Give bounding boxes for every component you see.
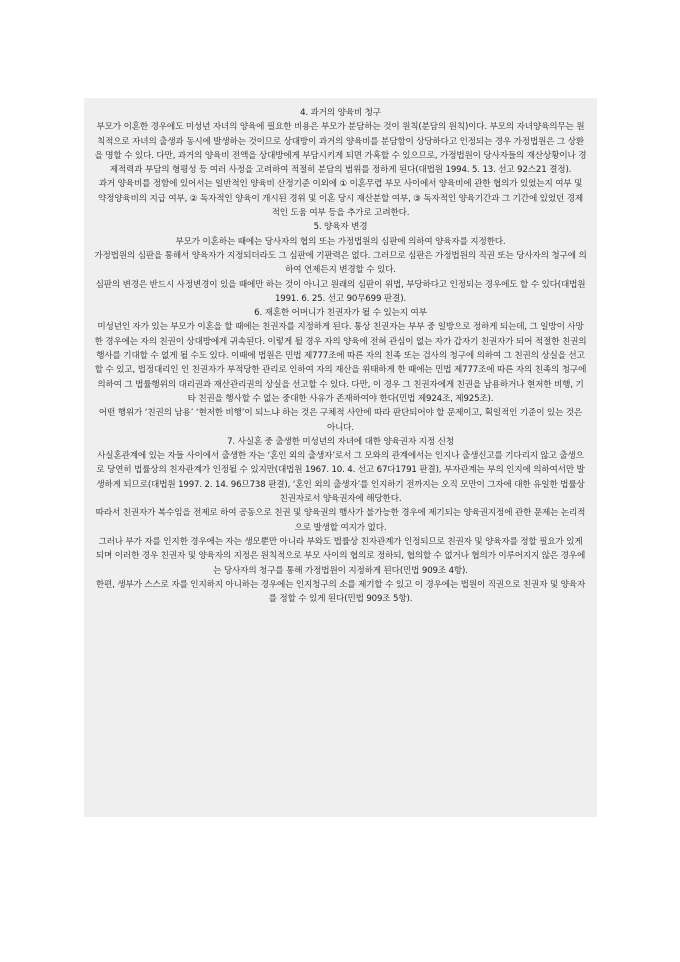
paragraph-acknowledgment-lawsuit: 한편, 생부가 스스로 자를 인지하지 아니하는 경우에는 인지청구의 소를 제기할 수 있고 이 경우에는 법원이 직권으로 친권자 및 양육자를 정할 수 있게 된다(민법 909조 5항). <box>95 579 586 605</box>
paragraph-past-child-support-criteria: 과거 양육비를 정함에 있어서는 일반적인 양육비 산정기준 이외에 ① 이혼무렵 부모 사이에서 양육비에 관한 협의가 있었는지 여부 및 약정양육비의 지급 여부, ② 독자적인 양육이 개시된 경위 및 이혼 당시 재산분할 여부, ③ 독자적인 양육기간과 그 기간에 있었던 경제적인 도움 여부 등을 추가로 고려한다. <box>97 179 584 219</box>
section-heading-6: 6. 재혼한 어머니가 친권자가 될 수 있는지 여부 <box>254 308 427 319</box>
paragraph-no-designation-issue: 따라서 친권자가 복수임을 전제로 하여 공동으로 친권 및 양육권의 행사가 불가능한 경우에 제기되는 양육권지정에 관한 문제는 논리적으로 발생할 여지가 없다. <box>95 508 586 533</box>
paragraph-remarried-mother-custody: 미성년인 자가 있는 부모가 이혼을 할 때에는 친권자를 지정하게 된다. 통상 친권자는 부부 중 일방으로 정하게 되는데, 그 일방이 사망한 경우에는 자의 친권이 상대방에게 귀속된다. 이렇게 될 경우 자의 양육에 전혀 관심이 없는 자가 갑자기 친권자가 되어 적절한 친권의 행사를 기대할 수 없게 될 수도 있다. 이때에 법원은 민법 제777조에 따른 자의 친족 또는 검사의 청구에 의하여 그 친권의 상실을 선고할 수 있고, 법정대리인 인 친권자가 부적당한 관리로 인하여 자의 재산을 위태하게 한 때에는 민법 제777조에 따른 자의 친족의 청구에 의하여 그 법률행위의 대리권과 재산관리권의 상실을 선고할 수 있다. 다만, 이 경우 그 친권자에게 친권을 남용하거나 현저한 비행, 기타 친권을 행사할 수 없는 중대한 사유가 존재하여야 한다(민법 제924조, 제925조). <box>94 322 587 404</box>
section-heading-4: 4. 과거의 양육비 청구 <box>300 108 381 118</box>
paragraph-custodian-designation: 부모가 이혼하는 때에는 당사자의 협의 또는 가정법원의 심판에 의하여 양육자를 지정한다. <box>175 236 506 247</box>
paragraph-custodian-change: 가정법원의 심판을 통해서 양육자가 지정되더라도 그 심판에 기판력은 없다. 그러므로 심판은 가정법원의 직권 또는 당사자의 청구에 의하여 언제든지 변경할 수 있다. <box>94 250 587 276</box>
paragraph-father-acknowledgment: 그러나 부가 자를 인지한 경우에는 자는 생모뿐만 아니라 부와도 법률상 친자관계가 인정되므로 친권자 및 양육자를 정할 필요가 있게 되며 이러한 경우 친권자 및 양육자의 지정은 원칙적으로 부모 사이의 협의로 정하되, 협의할 수 없거나 협의가 이루어지지 않은 경우에는 당사자의 청구를 통해 가정법원이 지정하게 된다(민법 909조 4항). <box>95 536 586 576</box>
paragraph-past-child-support: 부모가 이혼한 경우에도 미성년 자녀의 양육에 필요한 비용은 부모가 분담하는 것이 원칙(분담의 원칙)이다. 부모의 자녀양육의무는 원칙적으로 자녀의 출생과 동시에 발생하는 것이므로 상대방이 과거의 양육비를 분담함이 상당하다고 인정되는 경우 가정법원은 그 상환을 명할 수 있다. 다만, 과거의 양육비 전액을 상대방에게 부담시키게 되면 가혹할 수 있으므로, 가정법원이 당사자들의 재산상황이나 경제적력과 부담의 형평성 등 여러 사정을 고려하여 적절히 분담의 범위를 정하게 된다(대법원 1994. 5. 13. 선고 92스21 결정). <box>94 122 587 176</box>
paragraph-abuse-of-custody: 어떤 행위가 ‘친권의 남용’ ‘현저한 비행’이 되느냐 하는 것은 구체적 사안에 따라 판단되어야 할 문제이고, 획일적인 기준이 있는 것은 아니다. <box>98 408 583 433</box>
document-panel <box>84 98 597 817</box>
section-heading-5: 5. 양육자 변경 <box>313 222 368 233</box>
paragraph-de-facto-marriage-child: 사실혼관계에 있는 자들 사이에서 출생한 자는 ‘혼인 외의 출생자’로서 그 모와의 관계에서는 인지나 출생신고를 기다리지 않고 출생으로 당연히 법률상의 친자관계가 인정될 수 있지만(대법원 1967. 10. 4. 선고 67다1791 판결), 부자관계는 부의 인지에 의하여서만 발생하게 되므로(대법원 1997. 2. 14. 96므738 판결), ‘혼인 외의 출생자’를 인지하기 전까지는 오직 모만이 그자에 대한 유일한 법률상 친권자로서 양육권자에 해당한다. <box>96 451 585 505</box>
paragraph-custodian-change-condition: 심판의 변경은 반드시 사정변경이 있을 때에만 하는 것이 아니고 원래의 심판이 위법, 부당하다고 인정되는 경우에도 할 수 있다(대법원 1991. 6. 25. 선고 90무699 판결). <box>95 279 586 304</box>
section-heading-7: 7. 사실혼 중 출생한 미성년의 자녀에 대한 양육권자 지정 신청 <box>227 436 454 447</box>
